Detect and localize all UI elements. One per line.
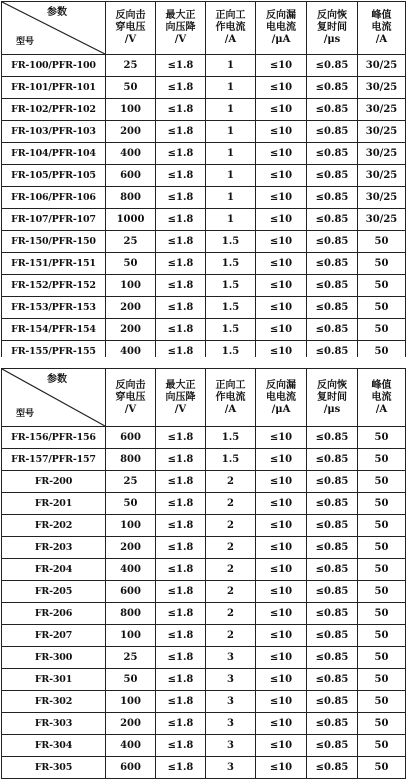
col-header-breakdown-voltage: 反向击 穿电压 /V [106,369,156,427]
leakage-current-cell: ≤10 [256,537,307,559]
recovery-time-cell: ≤0.85 [307,297,358,319]
peak-current-cell: 50 [358,713,406,735]
column-unit: /A [375,403,388,415]
peak-current-cell: 50 [358,647,406,669]
column-unit: /μA [271,403,291,415]
forward-current-cell: 1.5 [206,341,256,363]
forward-drop-cell: ≤1.8 [156,559,206,581]
breakdown-voltage-cell: 800 [106,603,156,625]
peak-current-cell: 50 [358,735,406,757]
peak-current-cell: 30/25 [358,55,406,77]
forward-current-cell: 1 [206,77,256,99]
model-cell: FR-151/PFR-151 [2,253,106,275]
col-header-leakage-current: 反向漏 电电流 /μA [256,2,307,55]
column-unit: /V [124,403,137,415]
params-label: 参数 [47,374,67,385]
recovery-time-cell: ≤0.85 [307,121,358,143]
recovery-time-cell: ≤0.85 [307,537,358,559]
recovery-time-cell: ≤0.85 [307,99,358,121]
recovery-time-cell: ≤0.85 [307,647,358,669]
peak-current-cell: 50 [358,757,406,779]
model-cell: FR-204 [2,559,106,581]
model-cell: FR-156/PFR-156 [2,427,106,449]
recovery-time-cell: ≤0.85 [307,471,358,493]
forward-drop-cell: ≤1.8 [156,165,206,187]
model-cell: FR-153/PFR-153 [2,297,106,319]
forward-drop-cell: ≤1.8 [156,341,206,363]
model-cell: FR-101/PFR-101 [2,77,106,99]
leakage-current-cell: ≤10 [256,165,307,187]
forward-current-cell: 1 [206,187,256,209]
table-row [2,231,406,253]
table-row [2,209,406,231]
leakage-current-cell: ≤10 [256,735,307,757]
breakdown-voltage-cell: 100 [106,691,156,713]
leakage-current-cell: ≤10 [256,691,307,713]
breakdown-voltage-cell: 100 [106,515,156,537]
col-header-leakage-current: 反向漏 电电流 /μA [256,369,307,427]
breakdown-voltage-cell: 25 [106,55,156,77]
peak-current-cell: 50 [358,471,406,493]
forward-current-cell: 1.5 [206,449,256,471]
table-row [2,493,406,515]
breakdown-voltage-cell: 200 [106,713,156,735]
model-cell: FR-107/PFR-107 [2,209,106,231]
recovery-time-cell: ≤0.85 [307,691,358,713]
breakdown-voltage-cell: 400 [106,735,156,757]
leakage-current-cell: ≤10 [256,625,307,647]
leakage-current-cell: ≤10 [256,647,307,669]
leakage-current-cell: ≤10 [256,757,307,779]
breakdown-voltage-cell: 50 [106,669,156,691]
leakage-current-cell: ≤10 [256,121,307,143]
leakage-current-cell: ≤10 [256,55,307,77]
breakdown-voltage-cell: 50 [106,77,156,99]
forward-drop-cell: ≤1.8 [156,99,206,121]
forward-drop-cell: ≤1.8 [156,231,206,253]
leakage-current-cell: ≤10 [256,77,307,99]
model-cell: FR-200 [2,471,106,493]
table-header-row [2,2,406,55]
leakage-current-cell: ≤10 [256,187,307,209]
recovery-time-cell: ≤0.85 [307,713,358,735]
recovery-time-cell: ≤0.85 [307,559,358,581]
model-cell: FR-201 [2,493,106,515]
model-cell: FR-106/PFR-106 [2,187,106,209]
forward-drop-cell: ≤1.8 [156,319,206,341]
forward-drop-cell: ≤1.8 [156,471,206,493]
breakdown-voltage-cell: 100 [106,99,156,121]
recovery-time-cell: ≤0.85 [307,581,358,603]
col-header-recovery-time: 反向恢 复时间 /μs [307,2,358,55]
diagonal-header-cell [2,369,106,427]
peak-current-cell: 30/25 [358,121,406,143]
forward-drop-cell: ≤1.8 [156,253,206,275]
column-unit: /V [174,34,187,45]
peak-current-cell: 50 [358,559,406,581]
table-row [2,187,406,209]
table-row [2,581,406,603]
peak-current-cell: 50 [358,603,406,625]
recovery-time-cell: ≤0.85 [307,603,358,625]
forward-drop-cell: ≤1.8 [156,77,206,99]
breakdown-voltage-cell: 600 [106,165,156,187]
diagonal-header-cell [2,2,106,55]
breakdown-voltage-cell: 25 [106,231,156,253]
peak-current-cell: 50 [358,341,406,363]
model-cell: FR-102/PFR-102 [2,99,106,121]
forward-drop-cell: ≤1.8 [156,735,206,757]
table-row [2,55,406,77]
model-cell: FR-150/PFR-150 [2,231,106,253]
model-cell: FR-104/PFR-104 [2,143,106,165]
column-unit: /A [375,34,388,45]
recovery-time-cell: ≤0.85 [307,341,358,363]
leakage-current-cell: ≤10 [256,143,307,165]
forward-current-cell: 2 [206,559,256,581]
model-cell: FR-305 [2,757,106,779]
col-header-forward-current: 正向工 作电流 /A [206,369,256,427]
table-row [2,471,406,493]
recovery-time-cell: ≤0.85 [307,187,358,209]
col-header-forward-current: 正向工 作电流 /A [206,2,256,55]
table-row [2,647,406,669]
peak-current-cell: 50 [358,253,406,275]
column-unit: /V [174,403,187,415]
recovery-time-cell: ≤0.85 [307,449,358,471]
breakdown-voltage-cell: 1000 [106,209,156,231]
forward-current-cell: 1 [206,165,256,187]
forward-drop-cell: ≤1.8 [156,187,206,209]
breakdown-voltage-cell: 400 [106,143,156,165]
breakdown-voltage-cell: 600 [106,757,156,779]
forward-current-cell: 2 [206,581,256,603]
forward-drop-cell: ≤1.8 [156,691,206,713]
recovery-time-cell: ≤0.85 [307,209,358,231]
model-cell: FR-154/PFR-154 [2,319,106,341]
peak-current-cell: 50 [358,625,406,647]
model-cell: FR-205 [2,581,106,603]
leakage-current-cell: ≤10 [256,493,307,515]
breakdown-voltage-cell: 100 [106,625,156,647]
table-row [2,165,406,187]
leakage-current-cell: ≤10 [256,341,307,363]
breakdown-voltage-cell: 25 [106,471,156,493]
leakage-current-cell: ≤10 [256,449,307,471]
col-header-recovery-time: 反向恢 复时间 /μs [307,369,358,427]
recovery-time-cell: ≤0.85 [307,515,358,537]
model-cell: FR-152/PFR-152 [2,275,106,297]
peak-current-cell: 30/25 [358,165,406,187]
forward-drop-cell: ≤1.8 [156,427,206,449]
table-row [2,515,406,537]
recovery-time-cell: ≤0.85 [307,427,358,449]
forward-drop-cell: ≤1.8 [156,493,206,515]
recovery-time-cell: ≤0.85 [307,143,358,165]
col-header-peak-current: 峰值 电流 /A [358,369,406,427]
recovery-time-cell: ≤0.85 [307,231,358,253]
forward-drop-cell: ≤1.8 [156,669,206,691]
forward-current-cell: 3 [206,757,256,779]
table-row [2,319,406,341]
breakdown-voltage-cell: 800 [106,187,156,209]
model-cell: FR-105/PFR-105 [2,165,106,187]
forward-drop-cell: ≤1.8 [156,143,206,165]
forward-current-cell: 3 [206,647,256,669]
breakdown-voltage-cell: 400 [106,341,156,363]
breakdown-voltage-cell: 200 [106,121,156,143]
spec-table-1 [1,1,406,363]
forward-drop-cell: ≤1.8 [156,603,206,625]
leakage-current-cell: ≤10 [256,253,307,275]
model-cell: FR-300 [2,647,106,669]
column-unit: /V [124,34,137,45]
forward-current-cell: 1 [206,209,256,231]
model-cell: FR-203 [2,537,106,559]
peak-current-cell: 50 [358,669,406,691]
forward-current-cell: 2 [206,537,256,559]
model-cell: FR-103/PFR-103 [2,121,106,143]
params-label: 参数 [47,7,67,18]
leakage-current-cell: ≤10 [256,713,307,735]
model-cell: FR-100/PFR-100 [2,55,106,77]
leakage-current-cell: ≤10 [256,515,307,537]
forward-current-cell: 1 [206,55,256,77]
recovery-time-cell: ≤0.85 [307,55,358,77]
recovery-time-cell: ≤0.85 [307,319,358,341]
forward-current-cell: 1 [206,121,256,143]
forward-drop-cell: ≤1.8 [156,757,206,779]
forward-current-cell: 1.5 [206,275,256,297]
recovery-time-cell: ≤0.85 [307,493,358,515]
column-unit: /A [224,403,237,415]
model-cell: FR-302 [2,691,106,713]
leakage-current-cell: ≤10 [256,669,307,691]
model-cell: FR-207 [2,625,106,647]
column-unit: /μA [271,34,291,45]
column-unit: /A [224,34,237,45]
peak-current-cell: 50 [358,449,406,471]
peak-current-cell: 30/25 [358,77,406,99]
table-row [2,625,406,647]
table-row [2,77,406,99]
forward-current-cell: 1.5 [206,253,256,275]
breakdown-voltage-cell: 100 [106,275,156,297]
table-row [2,669,406,691]
model-cell: FR-303 [2,713,106,735]
model-label: 型号 [16,37,35,47]
table-row [2,143,406,165]
leakage-current-cell: ≤10 [256,99,307,121]
forward-current-cell: 3 [206,735,256,757]
peak-current-cell: 50 [358,297,406,319]
forward-current-cell: 2 [206,603,256,625]
model-cell: FR-202 [2,515,106,537]
peak-current-cell: 50 [358,537,406,559]
forward-drop-cell: ≤1.8 [156,449,206,471]
breakdown-voltage-cell: 400 [106,559,156,581]
forward-current-cell: 1.5 [206,297,256,319]
peak-current-cell: 50 [358,581,406,603]
peak-current-cell: 30/25 [358,143,406,165]
forward-drop-cell: ≤1.8 [156,647,206,669]
leakage-current-cell: ≤10 [256,297,307,319]
table-row [2,99,406,121]
table-row [2,713,406,735]
forward-current-cell: 2 [206,471,256,493]
table-row [2,559,406,581]
forward-current-cell: 3 [206,691,256,713]
model-cell: FR-301 [2,669,106,691]
leakage-current-cell: ≤10 [256,559,307,581]
breakdown-voltage-cell: 50 [106,493,156,515]
forward-drop-cell: ≤1.8 [156,713,206,735]
recovery-time-cell: ≤0.85 [307,669,358,691]
recovery-time-cell: ≤0.85 [307,735,358,757]
peak-current-cell: 30/25 [358,187,406,209]
table-row [2,253,406,275]
forward-current-cell: 2 [206,625,256,647]
forward-current-cell: 2 [206,515,256,537]
recovery-time-cell: ≤0.85 [307,625,358,647]
peak-current-cell: 30/25 [358,99,406,121]
forward-current-cell: 1.5 [206,231,256,253]
table-row [2,449,406,471]
forward-drop-cell: ≤1.8 [156,537,206,559]
table-header-row [2,369,406,427]
table-row [2,121,406,143]
model-cell: FR-157/PFR-157 [2,449,106,471]
table-row [2,275,406,297]
leakage-current-cell: ≤10 [256,427,307,449]
breakdown-voltage-cell: 200 [106,537,156,559]
breakdown-voltage-cell: 600 [106,581,156,603]
table-row [2,427,406,449]
table-row [2,735,406,757]
table-row [2,297,406,319]
leakage-current-cell: ≤10 [256,209,307,231]
table-row [2,603,406,625]
table-row [2,757,406,779]
peak-current-cell: 50 [358,231,406,253]
peak-current-cell: 50 [358,691,406,713]
peak-current-cell: 50 [358,515,406,537]
recovery-time-cell: ≤0.85 [307,77,358,99]
col-header-peak-current: 峰值 电流 /A [358,2,406,55]
peak-current-cell: 50 [358,275,406,297]
breakdown-voltage-cell: 200 [106,297,156,319]
forward-current-cell: 2 [206,493,256,515]
forward-drop-cell: ≤1.8 [156,121,206,143]
col-header-forward-voltage-drop: 最大正 向压降 /V [156,2,206,55]
forward-drop-cell: ≤1.8 [156,297,206,319]
table-row [2,691,406,713]
recovery-time-cell: ≤0.85 [307,165,358,187]
recovery-time-cell: ≤0.85 [307,757,358,779]
model-cell: FR-155/PFR-155 [2,341,106,363]
breakdown-voltage-cell: 50 [106,253,156,275]
breakdown-voltage-cell: 200 [106,319,156,341]
col-header-breakdown-voltage: 反向击 穿电压 /V [106,2,156,55]
column-unit: /μs [323,403,341,415]
peak-current-cell: 50 [358,493,406,515]
forward-current-cell: 3 [206,713,256,735]
forward-current-cell: 3 [206,669,256,691]
forward-drop-cell: ≤1.8 [156,55,206,77]
column-unit: /μs [323,34,341,45]
forward-current-cell: 1.5 [206,319,256,341]
table-row [2,537,406,559]
table-gap [0,357,407,367]
model-label: 型号 [16,409,35,419]
recovery-time-cell: ≤0.85 [307,275,358,297]
leakage-current-cell: ≤10 [256,275,307,297]
forward-current-cell: 1.5 [206,427,256,449]
peak-current-cell: 50 [358,319,406,341]
forward-current-cell: 1 [206,143,256,165]
leakage-current-cell: ≤10 [256,319,307,341]
peak-current-cell: 30/25 [358,209,406,231]
model-cell: FR-304 [2,735,106,757]
model-cell: FR-206 [2,603,106,625]
leakage-current-cell: ≤10 [256,231,307,253]
forward-drop-cell: ≤1.8 [156,275,206,297]
forward-drop-cell: ≤1.8 [156,515,206,537]
forward-drop-cell: ≤1.8 [156,209,206,231]
forward-drop-cell: ≤1.8 [156,625,206,647]
breakdown-voltage-cell: 25 [106,647,156,669]
breakdown-voltage-cell: 800 [106,449,156,471]
spec-table-2 [1,368,406,779]
forward-drop-cell: ≤1.8 [156,581,206,603]
leakage-current-cell: ≤10 [256,471,307,493]
breakdown-voltage-cell: 600 [106,427,156,449]
recovery-time-cell: ≤0.85 [307,253,358,275]
leakage-current-cell: ≤10 [256,603,307,625]
peak-current-cell: 50 [358,427,406,449]
forward-current-cell: 1 [206,99,256,121]
col-header-forward-voltage-drop: 最大正 向压降 /V [156,369,206,427]
leakage-current-cell: ≤10 [256,581,307,603]
